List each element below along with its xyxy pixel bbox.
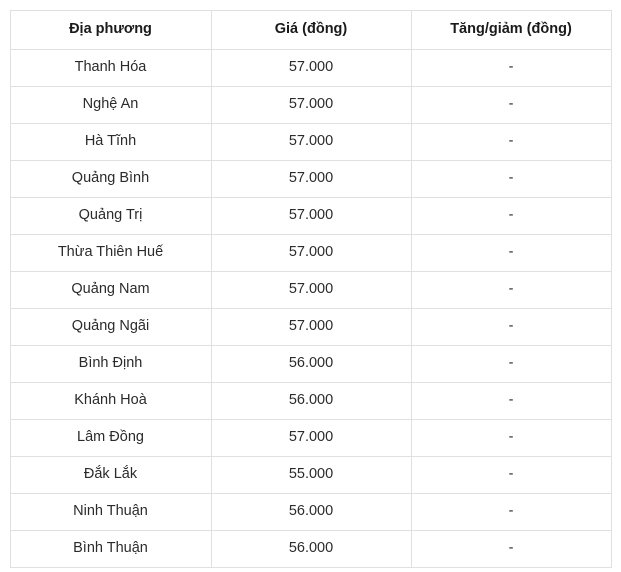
table-row <box>10 235 611 272</box>
cell-change: - <box>411 420 611 457</box>
cell-price: 57.000 <box>211 309 411 346</box>
cell-change: - <box>411 346 611 383</box>
price-table-container <box>0 10 621 568</box>
cell-region: Đắk Lắk <box>10 457 211 494</box>
cell-region: Quảng Nam <box>10 272 211 309</box>
cell-change: - <box>411 235 611 272</box>
cell-price: 57.000 <box>211 124 411 161</box>
table-body <box>10 50 611 568</box>
table-row <box>10 346 611 383</box>
cell-price: 57.000 <box>211 87 411 124</box>
cell-change: - <box>411 50 611 87</box>
table-row <box>10 457 611 494</box>
cell-region: Nghệ An <box>10 87 211 124</box>
cell-change: - <box>411 124 611 161</box>
cell-change: - <box>411 309 611 346</box>
cell-price: 57.000 <box>211 420 411 457</box>
table-row <box>10 309 611 346</box>
cell-change: - <box>411 87 611 124</box>
cell-region: Thanh Hóa <box>10 50 211 87</box>
table-row <box>10 272 611 309</box>
cell-region: Bình Định <box>10 346 211 383</box>
cell-price: 57.000 <box>211 50 411 87</box>
cell-price: 57.000 <box>211 198 411 235</box>
cell-price: 55.000 <box>211 457 411 494</box>
column-header-price: Giá (đồng) <box>211 11 411 50</box>
cell-region: Bình Thuận <box>10 531 211 568</box>
table-header-row <box>10 11 611 50</box>
cell-region: Lâm Đồng <box>10 420 211 457</box>
cell-price: 56.000 <box>211 383 411 420</box>
cell-change: - <box>411 457 611 494</box>
cell-region: Quảng Ngãi <box>10 309 211 346</box>
table-row <box>10 87 611 124</box>
table-header <box>10 11 611 50</box>
column-header-change: Tăng/giảm (đồng) <box>411 11 611 50</box>
table-row <box>10 50 611 87</box>
cell-region: Quảng Trị <box>10 198 211 235</box>
cell-price: 57.000 <box>211 235 411 272</box>
table-row <box>10 494 611 531</box>
cell-change: - <box>411 383 611 420</box>
cell-change: - <box>411 198 611 235</box>
cell-region: Khánh Hoà <box>10 383 211 420</box>
cell-change: - <box>411 531 611 568</box>
cell-change: - <box>411 272 611 309</box>
cell-region: Thừa Thiên Huế <box>10 235 211 272</box>
table-row <box>10 383 611 420</box>
cell-region: Hà Tĩnh <box>10 124 211 161</box>
regional-price-table <box>10 10 612 568</box>
table-row <box>10 161 611 198</box>
cell-price: 57.000 <box>211 161 411 198</box>
table-row <box>10 198 611 235</box>
cell-change: - <box>411 161 611 198</box>
column-header-region: Địa phương <box>10 11 211 50</box>
cell-price: 56.000 <box>211 531 411 568</box>
cell-price: 56.000 <box>211 346 411 383</box>
table-row <box>10 420 611 457</box>
cell-region: Quảng Bình <box>10 161 211 198</box>
cell-region: Ninh Thuận <box>10 494 211 531</box>
table-row <box>10 124 611 161</box>
cell-change: - <box>411 494 611 531</box>
cell-price: 57.000 <box>211 272 411 309</box>
cell-price: 56.000 <box>211 494 411 531</box>
